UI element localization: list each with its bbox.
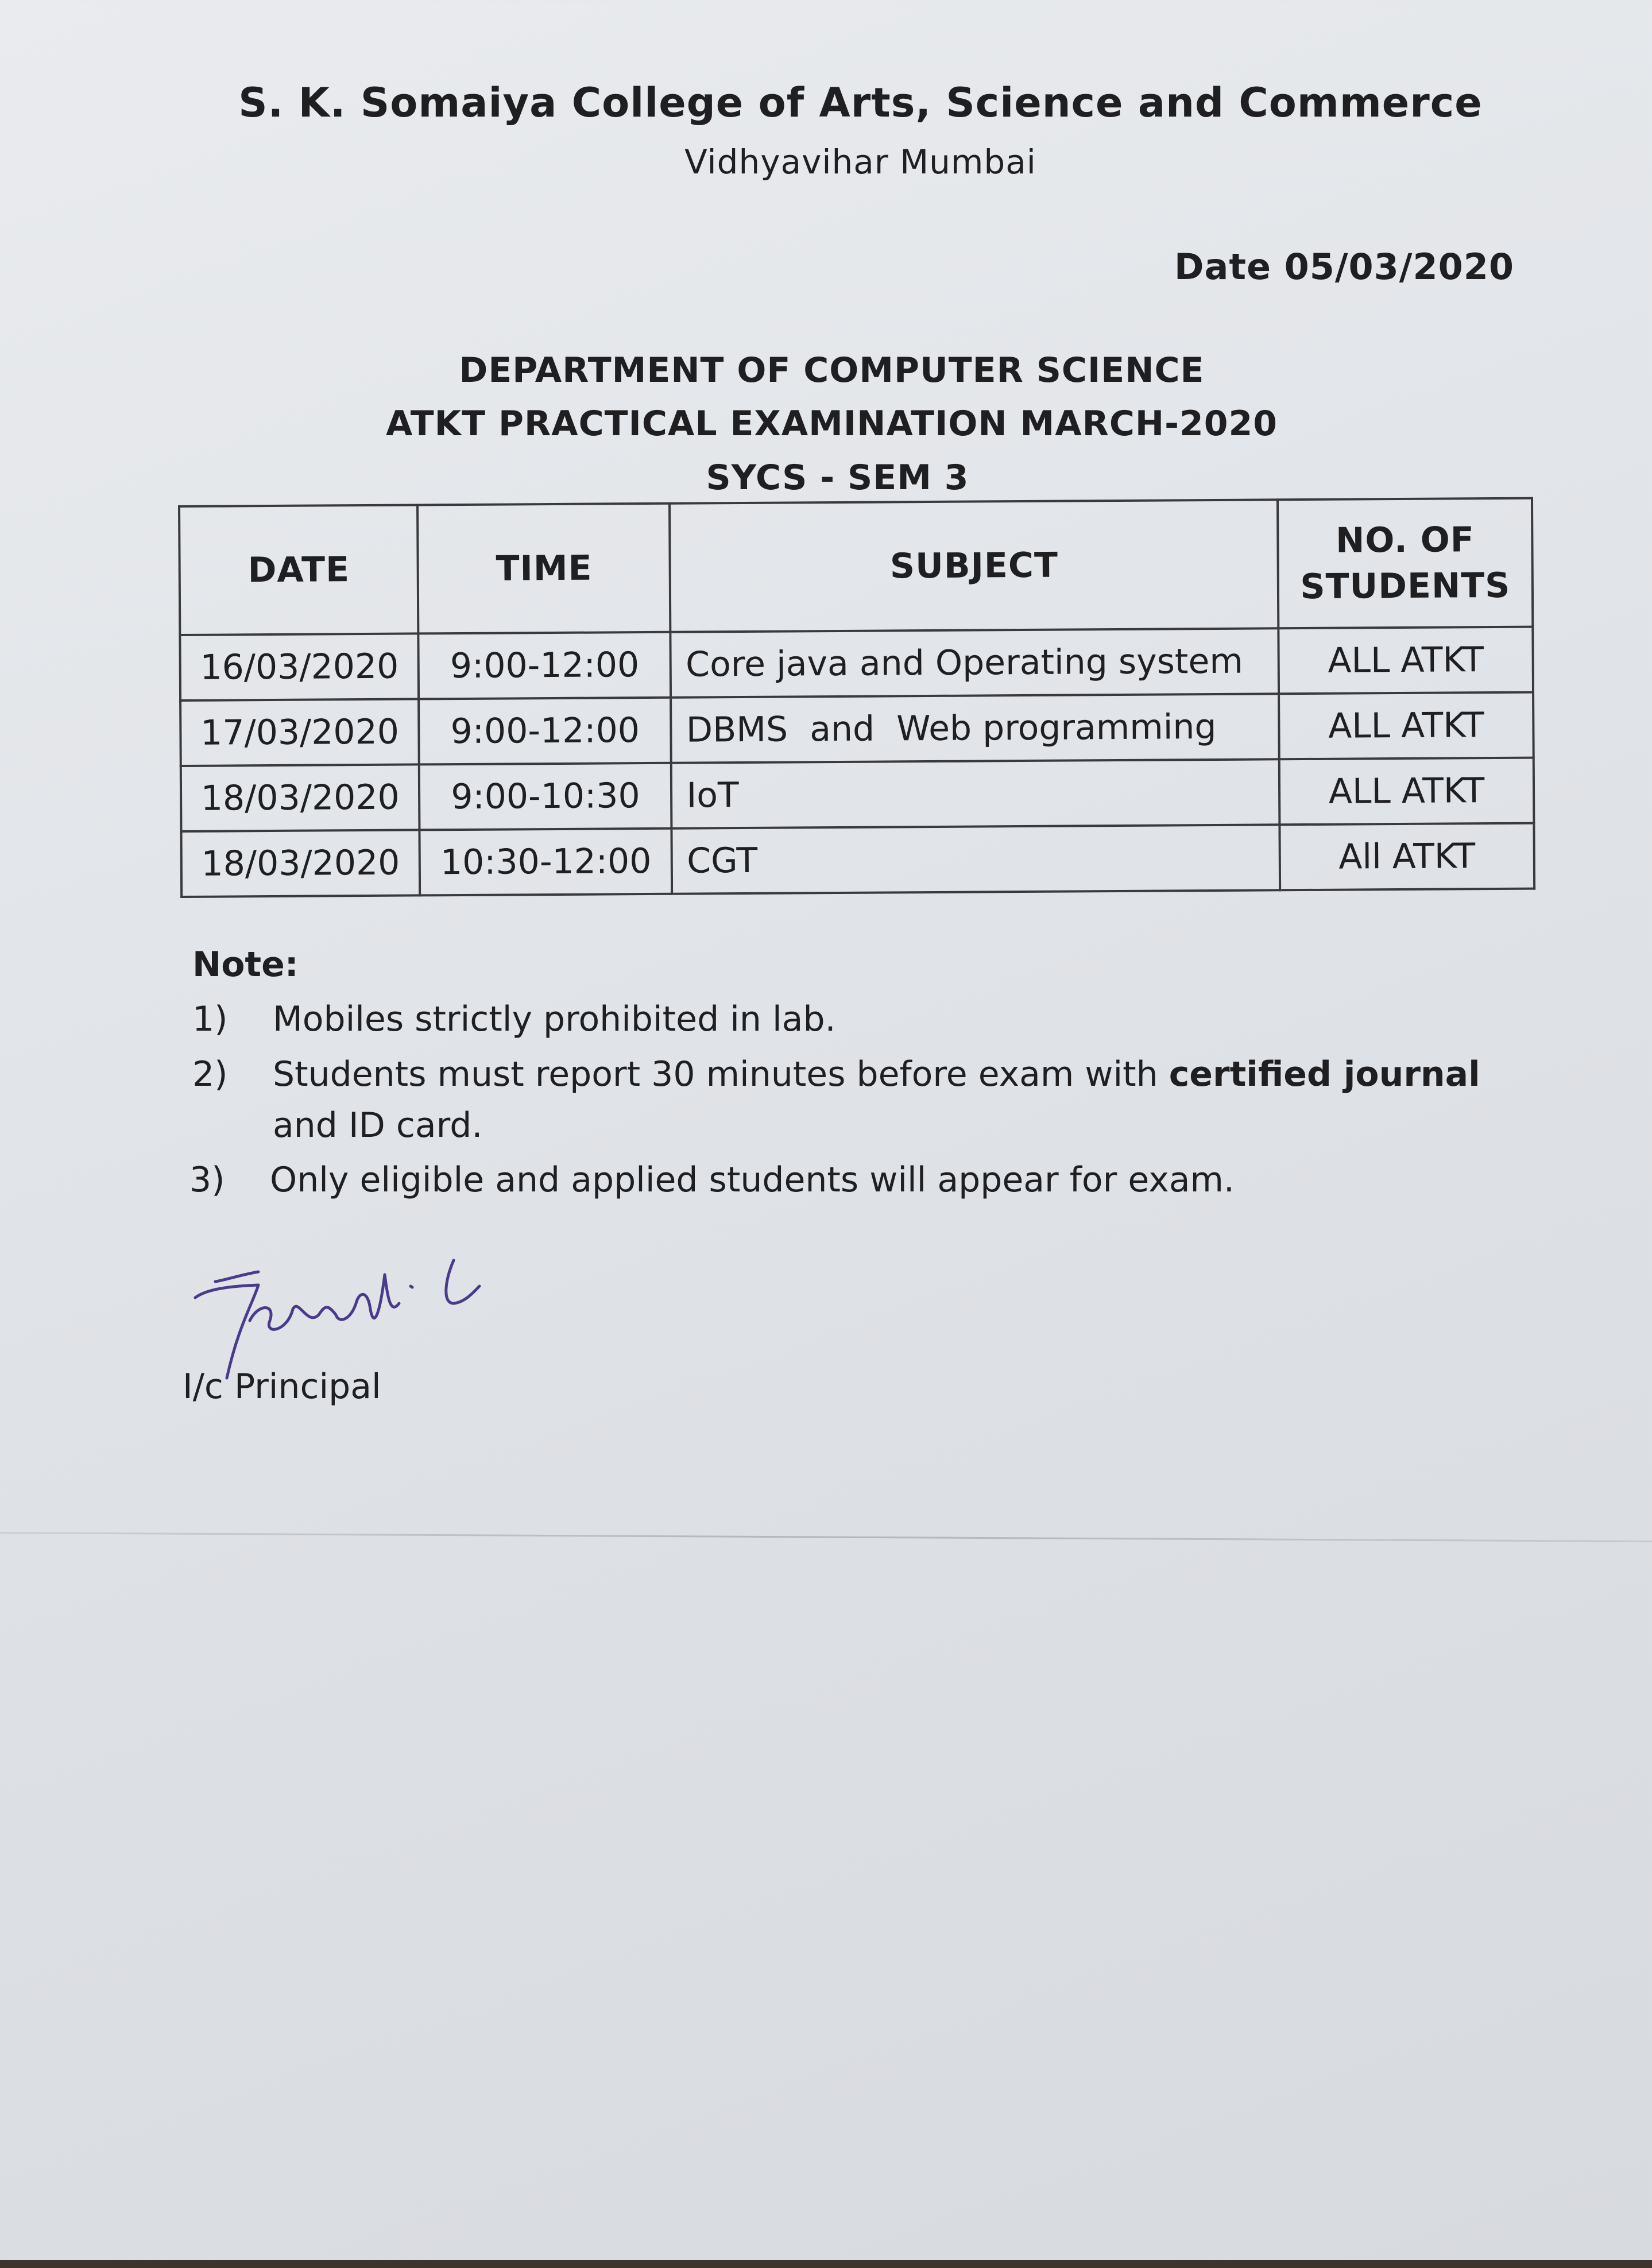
header-date: DATE xyxy=(179,505,419,635)
note-text: Only eligible and applied students will appear for exam. xyxy=(270,1160,1235,1200)
cell-subject: IoT xyxy=(671,759,1279,828)
cell-time: 9:00-12:00 xyxy=(419,698,671,765)
table-row xyxy=(181,758,1534,831)
cell-subject: CGT xyxy=(672,825,1280,893)
table-row xyxy=(180,627,1533,700)
cell-date: 17/03/2020 xyxy=(180,699,419,766)
cell-students: ALL ATKT xyxy=(1279,692,1534,760)
note-text-part: Students must report 30 minutes before exam with xyxy=(273,1054,1169,1094)
cell-subject: Core java and Operating system xyxy=(671,628,1279,697)
table-header-row xyxy=(179,498,1533,635)
note-number: 3) xyxy=(189,1160,225,1200)
cell-time: 10:30-12:00 xyxy=(420,829,672,896)
cell-time: 9:00-10:30 xyxy=(419,763,672,830)
cell-date: 18/03/2020 xyxy=(181,830,420,897)
table-row xyxy=(180,692,1534,766)
note-number: 2) xyxy=(192,1054,228,1094)
notes-title: Note: xyxy=(192,945,299,985)
header-time: TIME xyxy=(417,504,671,634)
handwritten-signature xyxy=(184,1234,482,1384)
cell-date: 18/03/2020 xyxy=(181,764,420,831)
cell-subject: DBMS and Web programming xyxy=(671,694,1279,763)
college-name: S. K. Somaiya College of Arts, Science and Commerce xyxy=(238,79,1483,126)
table-row xyxy=(181,823,1534,897)
note-text-continued: and ID card. xyxy=(273,1105,483,1145)
header-students xyxy=(1278,498,1533,629)
exam-title: ATKT PRACTICAL EXAMINATION MARCH-2020 xyxy=(385,404,1278,444)
department-title: DEPARTMENT OF COMPUTER SCIENCE xyxy=(459,350,1205,390)
cell-students: All ATKT xyxy=(1279,823,1534,891)
note-text xyxy=(273,1054,1480,1094)
cell-students: ALL ATKT xyxy=(1279,758,1534,825)
exam-schedule-table xyxy=(178,497,1535,898)
note-number: 1) xyxy=(192,999,228,1039)
note-text-bold: certified journal xyxy=(1169,1054,1480,1094)
cell-time: 9:00-12:00 xyxy=(419,632,671,699)
college-location: Vidhyavihar Mumbai xyxy=(684,142,1036,181)
header-students-line2: STUDENTS xyxy=(1300,565,1511,607)
background-surface xyxy=(0,2260,1652,2268)
cell-date: 16/03/2020 xyxy=(180,633,419,700)
paper-fold-line xyxy=(0,1532,1652,1542)
note-text: Mobiles strictly prohibited in lab. xyxy=(273,999,836,1039)
document-date: Date 05/03/2020 xyxy=(1174,246,1514,288)
header-students-line1: NO. OF xyxy=(1335,520,1475,561)
cell-students: ALL ATKT xyxy=(1278,627,1533,694)
class-title: SYCS - SEM 3 xyxy=(706,458,969,498)
signatory-designation: I/c Principal xyxy=(183,1367,381,1407)
header-subject: SUBJECT xyxy=(670,500,1278,632)
